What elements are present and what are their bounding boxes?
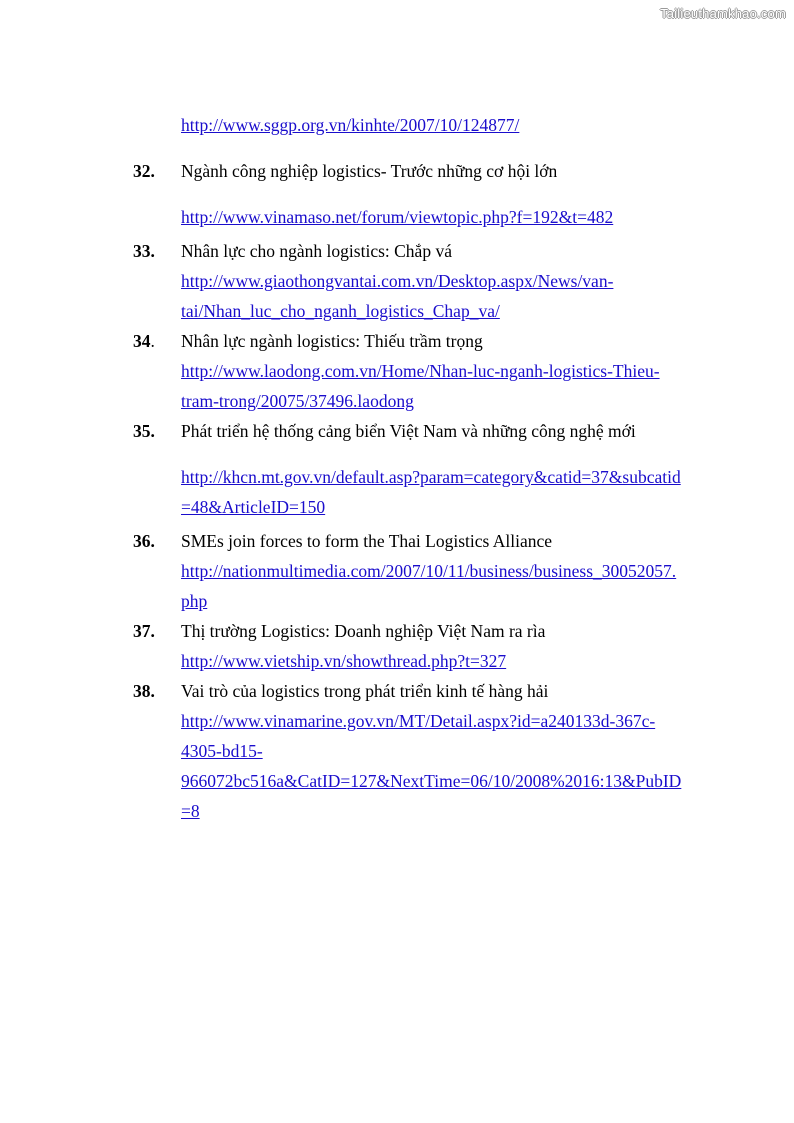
reference-url[interactable]: php (181, 591, 208, 611)
reference-link[interactable] (181, 710, 655, 732)
reference-url[interactable]: tram-trong/20075/37496.laodong (181, 391, 414, 411)
reference-title: Phát triển hệ thống cảng biển Việt Nam và những công nghệ mới (181, 421, 636, 441)
reference-number: 37. (133, 621, 155, 641)
reference-url[interactable]: http://www.vietship.vn/showthread.php?t=327 (181, 651, 507, 671)
reference-title: Vai trò của logistics trong phát triển kinh tế hàng hải (181, 681, 549, 701)
reference-link[interactable] (181, 206, 613, 228)
reference-number: 35. (133, 421, 155, 441)
reference-title: Nhân lực ngành logistics: Thiếu trầm trọng (181, 331, 483, 351)
reference-link[interactable] (181, 300, 500, 322)
reference-link[interactable] (181, 114, 519, 136)
reference-link[interactable] (181, 590, 207, 612)
reference-url[interactable]: http://www.sggp.org.vn/kinhte/2007/10/124877/ (181, 115, 520, 135)
reference-link[interactable] (181, 496, 325, 518)
reference-url[interactable]: http://nationmultimedia.com/2007/10/11/business/business_30052057. (181, 561, 677, 581)
reference-link[interactable] (181, 770, 681, 792)
reference-link[interactable] (181, 390, 414, 412)
reference-url[interactable]: http://www.giaothongvantai.com.vn/Desktop.aspx/News/van- (181, 271, 614, 291)
reference-number-digits: 34 (133, 331, 151, 351)
reference-title: Ngành công nghiệp logistics- Trước những cơ hội lớn (181, 161, 558, 181)
reference-link[interactable] (181, 800, 200, 822)
reference-link[interactable] (181, 270, 613, 292)
reference-link[interactable] (181, 650, 506, 672)
reference-url[interactable]: http://www.laodong.com.vn/Home/Nhan-luc-nganh-logistics-Thieu- (181, 361, 660, 381)
reference-link[interactable] (181, 740, 263, 762)
reference-url[interactable]: =8 (181, 801, 200, 821)
reference-url[interactable]: tai/Nhan_luc_cho_nganh_logistics_Chap_va/ (181, 301, 500, 321)
reference-title: Nhân lực cho ngành logistics: Chắp vá (181, 241, 452, 261)
reference-number: 38. (133, 681, 155, 701)
reference-title: Thị trường Logistics: Doanh nghiệp Việt Nam ra rìa (181, 621, 546, 641)
reference-number-dot: . (150, 331, 155, 351)
reference-link[interactable] (181, 360, 660, 382)
reference-url[interactable]: 4305-bd15- (181, 741, 263, 761)
reference-number: 33. (133, 241, 155, 261)
reference-url[interactable]: 966072bc516a&CatID=127&NextTime=06/10/2008%2016:13&PubID (181, 771, 682, 791)
reference-number: 32. (133, 161, 155, 181)
watermark: Tailieuthamkhao.com (660, 6, 786, 21)
reference-url[interactable]: http://www.vinamarine.gov.vn/MT/Detail.aspx?id=a240133d-367c- (181, 711, 656, 731)
reference-url[interactable]: http://www.vinamaso.net/forum/viewtopic.php?f=192&t=482 (181, 207, 614, 227)
reference-link[interactable] (181, 560, 676, 582)
reference-title: SMEs join forces to form the Thai Logistics Alliance (181, 531, 553, 551)
reference-link[interactable] (181, 466, 681, 488)
reference-url[interactable]: =48&ArticleID=150 (181, 497, 326, 517)
reference-number: 36. (133, 531, 155, 551)
reference-number (133, 330, 155, 352)
reference-url[interactable]: http://khcn.mt.gov.vn/default.asp?param=category&catid=37&subcatid (181, 467, 681, 487)
